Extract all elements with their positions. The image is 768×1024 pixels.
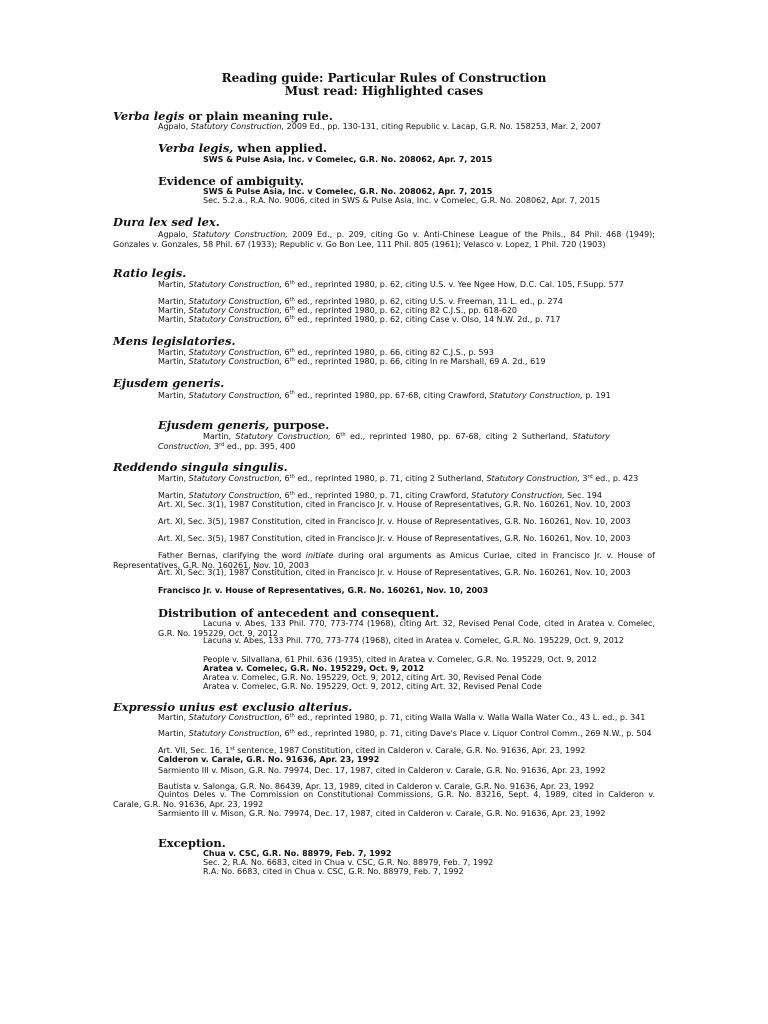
- citation: Martin, Statutory Construction, 6th ed., reprinted 1980, pp. 67-68, citing 2 Sutherland, Statutory Construction, 3rd ed., pp. 395, 400: [158, 432, 611, 451]
- citation: Father Bernas, clarifying the word initiate during oral arguments as Amicus Curiae, cited in Francisco Jr. v. House of Representatives, G.R. No. 160261, Nov. 10, 2003: [113, 551, 655, 570]
- citation: Martin, Statutory Construction, 6th ed., reprinted 1980, p. 71, citing Dave's Place v. Liquor Control Comm., 269 N.W., p. 504: [158, 729, 652, 738]
- citation: Martin, Statutory Construction, 6th ed., reprinted 1980, p. 71, citing 2 Sutherland, Statutory Construction, 3rd ed., p. 423: [158, 474, 639, 483]
- citation: Art. XI, Sec. 3(1), 1987 Constitution, cited in Francisco Jr. v. House of Representatives, G.R. No. 160261, Nov. 10, 2003: [158, 500, 631, 509]
- citation: Art. XI, Sec. 3(5), 1987 Constitution, cited in Francisco Jr. v. House of Representatives, G.R. No. 160261, Nov. 10, 2003: [158, 517, 631, 526]
- document-subtitle: Must read: Highlighted cases: [284, 84, 484, 98]
- citation: Martin, Statutory Construction, 6th ed., reprinted 1980, p. 62, citing Case v. Olso, 14 N.W. 2d., p. 717: [158, 315, 561, 324]
- citation: Martin, Statutory Construction, 6th ed., reprinted 1980, p. 62, citing U.S. v. Yee Ngee How, D.C. Cal. 105, F.Supp. 577: [158, 280, 624, 289]
- citation: Art. VII, Sec. 16, 1st sentence, 1987 Constitution, cited in Calderon v. Carale, G.R. No. 91636, Apr. 23, 1992: [158, 746, 586, 755]
- heading-reddendo-singula: Reddendo singula singulis.: [113, 460, 288, 474]
- citation: Martin, Statutory Construction, 6th ed., reprinted 1980, p. 62, citing 82 C.J.S., pp. 618-620: [158, 306, 518, 315]
- citation: Martin, Statutory Construction, 6th ed., reprinted 1980, p. 66, citing In re Marshall, 69 A. 2d., 619: [158, 357, 546, 366]
- citation: Sec. 5.2.a., R.A. No. 9006, cited in SWS & Pulse Asia, Inc. v Comelec, G.R. No. 208062, Apr. 7, 2015: [203, 196, 601, 205]
- citation: People v. Silvallana, 61 Phil. 636 (1935), cited in Aratea v. Comelec, G.R. No. 195229, Oct. 9, 2012: [203, 655, 597, 664]
- citation: Quintos Deles v. The Commission on Constitutional Commissions, G.R. No. 83216, Sept. 4, 1989, cited in Calderon v. Carale, G.R. No. 91636, Apr. 23, 1992: [113, 790, 655, 809]
- heading-expressio-unius: Expressio unius est exclusio alterius.: [113, 700, 353, 714]
- citation-highlighted: Chua v. CSC, G.R. No. 88979, Feb. 7, 1992: [203, 849, 392, 858]
- citation: Sarmiento III v. Mison, G.R. No. 79974, Dec. 17, 1987, cited in Calderon v. Carale, G.R. No. 91636, Apr. 23, 1992: [158, 766, 606, 775]
- citation: Sec. 2, R.A. No. 6683, cited in Chua v. CSC, G.R. No. 88979, Feb. 7, 1992: [203, 858, 494, 867]
- citation: Lacuna v. Abes, 133 Phil. 770, 773-774 (1968), citing Art. 32, Revised Penal Code, cited in Aratea v. Comelec, G.R. No. 195229, Oct. 9, 2012: [158, 619, 655, 638]
- citation-highlighted: Calderon v. Carale, G.R. No. 91636, Apr. 23, 1992: [158, 755, 380, 764]
- citation: Martin, Statutory Construction, 6th ed., reprinted 1980, p. 71, citing Walla Walla v. Walla Walla Water Co., 43 L. ed., p. 341: [158, 713, 646, 722]
- citation: Martin, Statutory Construction, 6th ed., reprinted 1980, p. 62, citing U.S. v. Freeman, 11 L. ed., p. 274: [158, 297, 563, 306]
- heading-ratio-legis: Ratio legis.: [113, 266, 187, 280]
- citation: Martin, Statutory Construction, 6th ed., reprinted 1980, p. 66, citing 82 C.J.S., p. 593: [158, 348, 494, 357]
- citation: Agpalo, Statutory Construction, 2009 Ed., p. 209, citing Go v. Anti-Chinese League of the Phils., 84 Phil. 468 (1949); Gonzales v. Gonzales, 58 Phil. 67 (1933); Republic v. Go Bon Lee, 111 Phil. 805 (1961); Velasco v. Lopez, 1 Phil. 720 (1903): [113, 230, 656, 249]
- citation: Aratea v. Comelec, G.R. No. 195229, Oct. 9, 2012, citing Art. 30, Revised Penal Code: [203, 673, 542, 682]
- heading-distribution: Distribution of antecedent and consequent.: [158, 606, 440, 620]
- citation: Aratea v. Comelec, G.R. No. 195229, Oct. 9, 2012, citing Art. 32, Revised Penal Code: [203, 682, 542, 691]
- citation-highlighted: Aratea v. Comelec, G.R. No. 195229, Oct. 9, 2012: [203, 664, 425, 673]
- heading-verba-legis-applied: Verba legis, when applied.: [158, 141, 327, 155]
- heading-ejusdem-generis-purpose: Ejusdem generis, purpose.: [158, 418, 330, 432]
- heading-evidence-of-ambiguity: Evidence of ambiguity.: [158, 174, 304, 188]
- heading-exception: Exception.: [158, 836, 226, 850]
- heading-ejusdem-generis: Ejusdem generis.: [113, 376, 225, 390]
- citation: Art. XI, Sec. 3(1), 1987 Constitution, cited in Francisco Jr. v. House of Representatives, G.R. No. 160261, Nov. 10, 2003: [158, 568, 631, 577]
- citation: Agpalo, Statutory Construction, 2009 Ed., pp. 130-131, citing Republic v. Lacap, G.R. No. 158253, Mar. 2, 2007: [158, 122, 602, 131]
- citation: Martin, Statutory Construction, 6th ed., reprinted 1980, pp. 67-68, citing Crawford, Statutory Construction, p. 191: [158, 390, 611, 400]
- citation: Lacuna v. Abes, 133 Phil. 770, 773-774 (1968), cited in Aratea v. Comelec, G.R. No. 195229, Oct. 9, 2012: [203, 636, 624, 645]
- heading-dura-lex: Dura lex sed lex.: [113, 215, 220, 229]
- citation: R.A. No. 6683, cited in Chua v. CSC, G.R. No. 88979, Feb. 7, 1992: [203, 867, 464, 876]
- heading-verba-legis: Verba legis or plain meaning rule.: [113, 109, 333, 123]
- citation: Bautista v. Salonga, G.R. No. 86439, Apr. 13, 1989, cited in Calderon v. Carale, G.R. No. 91636, Apr. 23, 1992: [158, 782, 595, 791]
- citation: Martin, Statutory Construction, 6th ed., reprinted 1980, p. 71, citing Crawford, Statutory Construction, Sec. 194: [158, 491, 602, 500]
- citation: Sarmiento III v. Mison, G.R. No. 79974, Dec. 17, 1987, cited in Calderon v. Carale, G.R. No. 91636, Apr. 23, 1992: [158, 809, 606, 818]
- citation: Art. XI, Sec. 3(5), 1987 Constitution, cited in Francisco Jr. v. House of Representatives, G.R. No. 160261, Nov. 10, 2003: [158, 534, 631, 543]
- citation-highlighted: Francisco Jr. v. House of Representatives, G.R. No. 160261, Nov. 10, 2003: [158, 586, 489, 595]
- citation-highlighted: SWS & Pulse Asia, Inc. v Comelec, G.R. No. 208062, Apr. 7, 2015: [203, 187, 493, 196]
- citation-highlighted: SWS & Pulse Asia, Inc. v Comelec, G.R. No. 208062, Apr. 7, 2015: [203, 155, 493, 164]
- heading-mens-legislatories: Mens legislatories.: [113, 334, 236, 348]
- document-title: Reading guide: Particular Rules of Construction: [221, 71, 547, 85]
